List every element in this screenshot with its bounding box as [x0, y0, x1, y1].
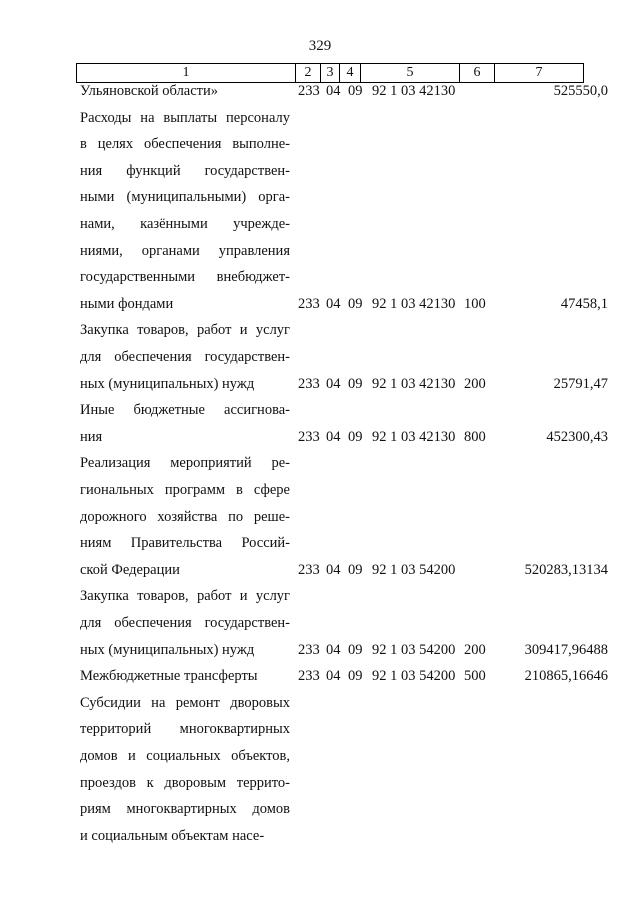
table-row — [0, 455, 640, 477]
table-row — [0, 562, 640, 584]
page-number: 329 — [308, 38, 332, 54]
cell-c3: 04 — [326, 375, 341, 392]
table-row — [0, 349, 640, 371]
cell-c3: 04 — [326, 641, 341, 658]
row-label: риям многоквартирных домов — [80, 801, 290, 818]
cell-c3: 04 — [326, 561, 341, 578]
cell-c7: 25791,47 — [553, 375, 608, 392]
table-row — [0, 163, 640, 185]
row-label: Закупка товаров, работ и услуг — [80, 588, 290, 605]
cell-c4: 09 — [348, 668, 363, 685]
cell-c2: 233 — [298, 561, 320, 578]
cell-c2: 233 — [298, 641, 320, 658]
table-row — [0, 615, 640, 637]
table-header-row — [77, 64, 584, 83]
row-label: нами, казёнными учрежде- — [80, 216, 290, 232]
cell-c2: 233 — [298, 83, 320, 99]
cell-c2: 233 — [298, 668, 320, 685]
table-row — [0, 748, 640, 770]
cell-c5: 92 1 03 54200 — [372, 641, 456, 658]
cell-c5: 92 1 03 42130 — [372, 83, 456, 99]
row-label: ниям Правительства Россий- — [80, 535, 290, 552]
table-row — [0, 588, 640, 610]
row-label: Субсидии на ремонт дворовых — [80, 694, 290, 711]
header-col-1: 1 — [77, 64, 296, 83]
header-col-6: 6 — [460, 64, 495, 83]
table-header — [76, 63, 584, 83]
table-row — [0, 668, 640, 690]
header-col-2: 2 — [296, 64, 321, 83]
cell-c7: 47458,1 — [560, 295, 608, 312]
table-row — [0, 243, 640, 265]
table-row — [0, 296, 640, 318]
cell-c4: 09 — [348, 375, 363, 392]
row-label: домов и социальных объектов, — [80, 748, 290, 764]
header-col-7: 7 — [495, 64, 584, 83]
row-label: Закупка товаров, работ и услуг — [80, 322, 290, 339]
cell-c4: 09 — [348, 83, 363, 99]
cell-c5: 92 1 03 42130 — [372, 295, 456, 312]
row-label: проездов к дворовым террито- — [80, 774, 290, 791]
cell-c6: 200 — [464, 375, 486, 392]
row-label: ния — [80, 428, 103, 445]
cell-c6: 200 — [464, 641, 486, 658]
cell-c2: 233 — [298, 428, 320, 445]
cell-c4: 09 — [348, 641, 363, 658]
cell-c7: 520283,13134 — [524, 561, 608, 578]
table-row — [0, 695, 640, 717]
cell-c4: 09 — [348, 561, 363, 578]
cell-c5: 92 1 03 54200 — [372, 561, 456, 578]
header-col-4: 4 — [340, 64, 361, 83]
row-label: ных (муниципальных) нужд — [80, 375, 255, 392]
row-label: дорожного хозяйства по реше- — [80, 508, 290, 525]
row-label: гиональных программ в сфере — [80, 482, 290, 498]
table-row — [0, 83, 640, 105]
row-label: Ульяновской области» — [80, 83, 219, 99]
row-label: ными (муниципальными) орга- — [80, 189, 290, 206]
table-row — [0, 535, 640, 557]
row-label: ния функций государствен- — [80, 162, 290, 179]
cell-c6: 500 — [464, 668, 486, 685]
table-row — [0, 216, 640, 238]
cell-c6: 800 — [464, 428, 486, 445]
row-label: Расходы на выплаты персоналу — [80, 109, 290, 126]
table-row — [0, 642, 640, 664]
cell-c3: 04 — [326, 668, 341, 685]
table-row — [0, 721, 640, 743]
table-row — [0, 482, 640, 504]
cell-c7: 210865,16646 — [524, 668, 608, 685]
cell-c4: 09 — [348, 295, 363, 312]
table-row — [0, 136, 640, 158]
row-label: ниями, органами управления — [80, 242, 290, 259]
table-row — [0, 828, 640, 850]
table-row — [0, 429, 640, 451]
cell-c3: 04 — [326, 83, 341, 99]
cell-c5: 92 1 03 42130 — [372, 428, 456, 445]
row-label: для обеспечения государствен- — [80, 349, 290, 365]
row-label: Межбюджетные трансферты — [80, 668, 258, 685]
row-label: ных (муниципальных) нужд — [80, 641, 255, 658]
table-row — [0, 775, 640, 797]
cell-c2: 233 — [298, 375, 320, 392]
cell-c6: 100 — [464, 295, 486, 312]
header-col-5: 5 — [361, 64, 460, 83]
cell-c2: 233 — [298, 295, 320, 312]
row-label: ской Федерации — [80, 561, 180, 578]
table-row — [0, 801, 640, 823]
row-label: в целях обеспечения выполне- — [80, 136, 290, 153]
row-label: ными фондами — [80, 295, 174, 312]
table-row — [0, 189, 640, 211]
row-label: государственными внебюджет- — [80, 269, 290, 286]
cell-c7: 452300,43 — [546, 428, 608, 445]
table-row — [0, 322, 640, 344]
row-label: Реализация мероприятий ре- — [80, 455, 290, 472]
cell-c4: 09 — [348, 428, 363, 445]
table-row — [0, 402, 640, 424]
row-label: для обеспечения государствен- — [80, 615, 290, 631]
row-label: Иные бюджетные ассигнова- — [80, 402, 290, 419]
row-label: и социальным объектам насе- — [80, 827, 265, 844]
cell-c5: 92 1 03 54200 — [372, 668, 456, 685]
cell-c5: 92 1 03 42130 — [372, 375, 456, 392]
cell-c3: 04 — [326, 428, 341, 445]
cell-c7: 525550,0 — [553, 83, 608, 99]
cell-c3: 04 — [326, 295, 341, 312]
table-row — [0, 110, 640, 132]
header-col-3: 3 — [321, 64, 340, 83]
cell-c7: 309417,96488 — [524, 641, 608, 658]
row-label: территорий многоквартирных — [80, 721, 290, 738]
table-row — [0, 509, 640, 531]
table-row — [0, 269, 640, 291]
table-row — [0, 376, 640, 398]
